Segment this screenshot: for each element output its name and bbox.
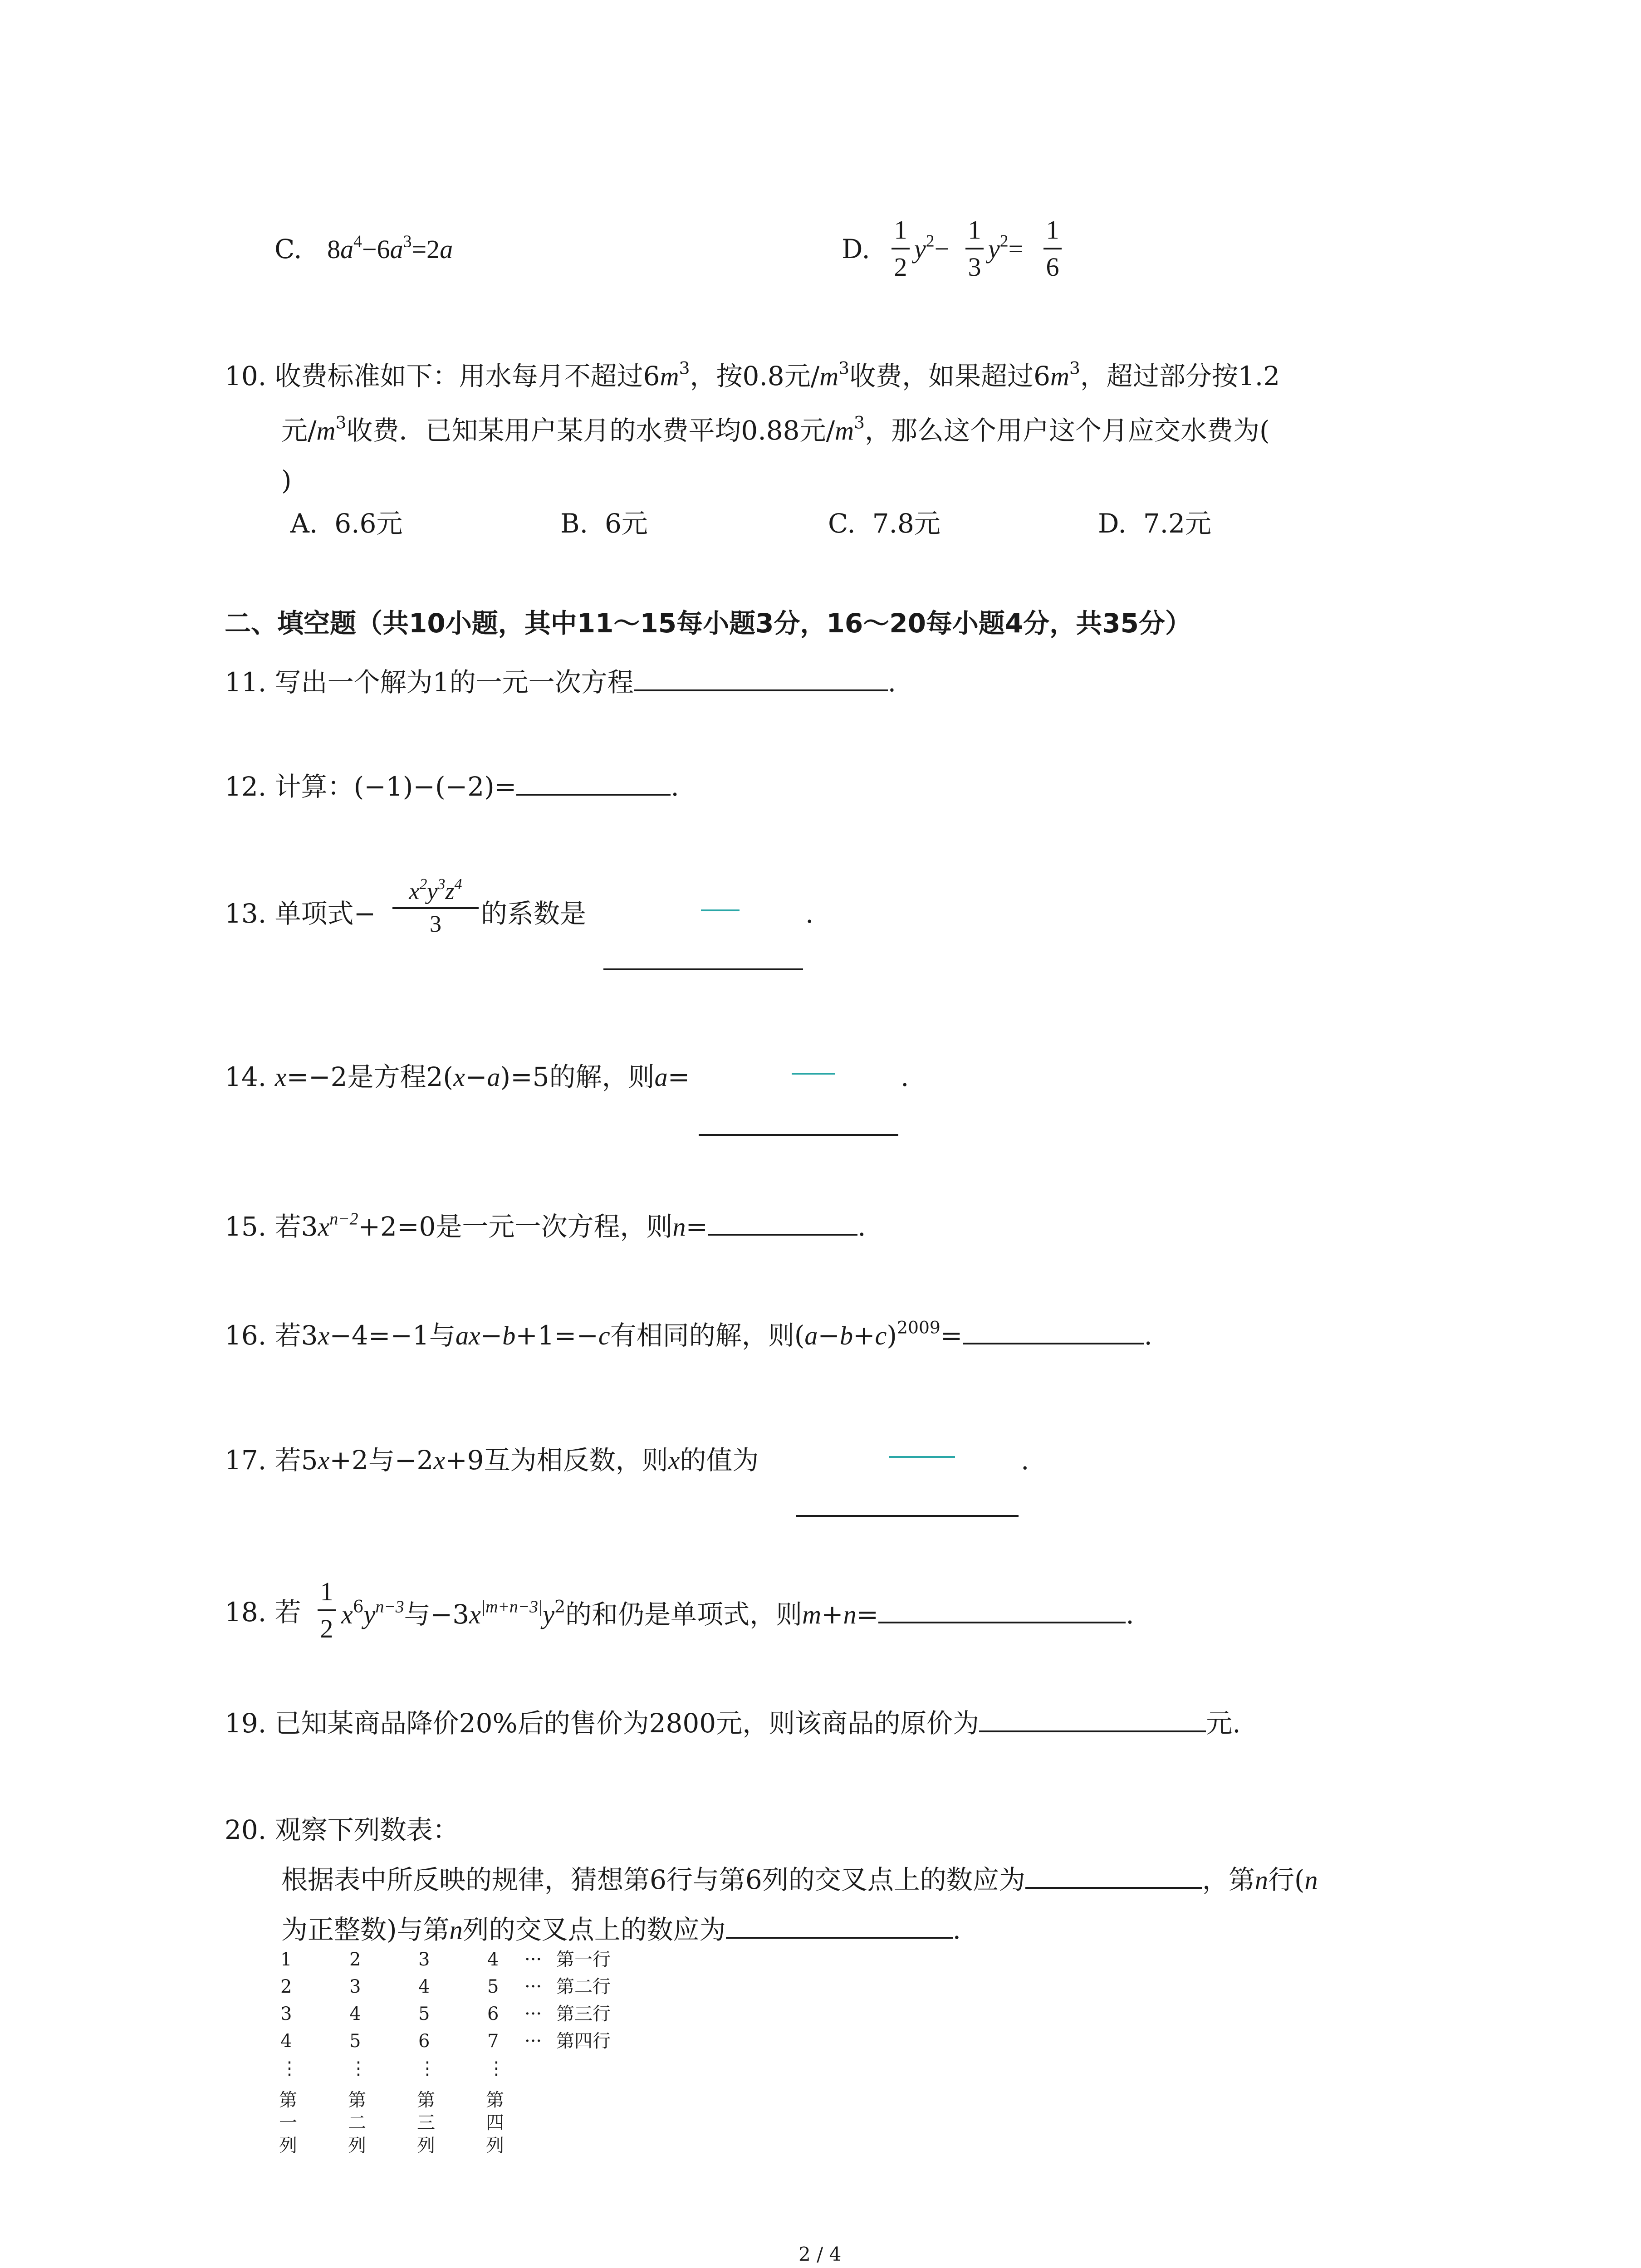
table-row: 1 2 3 4 ··· 第一行 xyxy=(280,1949,611,1970)
q14: 14. x=−2是方程2(x−a)=5的解，则a= xyxy=(225,1061,690,1092)
q9-option-c xyxy=(274,232,453,264)
page-number: 2 / 4 xyxy=(798,2243,842,2265)
q9-d-term-1: $y^2-$ xyxy=(914,231,950,264)
q13-fraction: $x^2y^3z^4$ 3 xyxy=(392,880,479,936)
answer-blank[interactable] xyxy=(979,1708,1206,1732)
answer-blank[interactable] xyxy=(796,1515,1019,1517)
answer-blank[interactable] xyxy=(699,1134,898,1136)
q9-option-d-label: D. xyxy=(842,234,870,264)
q10-option-b: B. 6元 xyxy=(560,508,648,539)
q10-option-a: A. 6.6元 xyxy=(290,508,403,539)
q18-body: $x^6y^{n-3}$与$-3x^{|m+n-3|}y^2$的和仍是单项式，则m+n= . xyxy=(341,1596,1134,1630)
q13-end: . xyxy=(805,898,814,929)
table-row: 2 3 4 5 ··· 第二行 xyxy=(280,1976,611,1997)
q10-line-2: 元$/m^3$收费．已知某用户某月的水费平均0.88元$/m^3$，那么这个用户这个月应交水费为( xyxy=(281,412,1270,446)
option-label: C. xyxy=(274,234,302,264)
q11: 11. 写出一个解为1的一元一次方程 . xyxy=(225,667,896,698)
answer-blank[interactable] xyxy=(726,1914,953,1939)
table-row: 3 4 5 6 ··· 第三行 xyxy=(280,2004,611,2024)
q20-line-1: 根据表中所反映的规律，猜想第6行与第6列的交叉点上的数应为 ，第n行(n xyxy=(281,1864,1318,1895)
q20-line-2: 为正整数)与第n列的交叉点上的数应为 . xyxy=(281,1914,961,1945)
q14-end: . xyxy=(901,1061,909,1092)
table-vdots: ⋮ ⋮ ⋮ ⋮ xyxy=(280,2058,505,2079)
answer-blank[interactable] xyxy=(1025,1864,1202,1889)
q17-end: . xyxy=(1021,1445,1029,1476)
section-heading: 二、填空题（共10小题，其中11～15每小题3分，16～20每小题4分，共35分） xyxy=(225,608,1191,639)
answer-mark xyxy=(792,1073,835,1075)
q20-title: 20. 观察下列数表： xyxy=(225,1814,459,1845)
answer-blank[interactable] xyxy=(516,771,671,796)
q18-fraction: 1 2 xyxy=(318,1579,336,1642)
q13-prefix: 13. 单项式− xyxy=(225,898,376,929)
q9-c-expression: $8a^4-6a^3=2a$ xyxy=(327,232,453,264)
answer-blank[interactable] xyxy=(708,1211,857,1236)
q9-d-term-2: $y^2=$ xyxy=(988,231,1024,264)
table-row: 4 5 6 7 ··· 第四行 xyxy=(280,2031,611,2052)
column-label: 第 四 列 xyxy=(486,2090,504,2156)
q15: 15. 若$3x^{n-2}+2=0$是一元一次方程，则n= . xyxy=(225,1209,866,1242)
q18-prefix: 18. 若 xyxy=(225,1597,301,1628)
q10-line-3: ) xyxy=(281,465,292,496)
q12: 12. 计算：(−1)−(−2)= . xyxy=(225,771,679,802)
q13-suffix: 的系数是 xyxy=(481,898,587,929)
answer-blank[interactable] xyxy=(603,968,803,970)
q10-option-d: D. 7.2元 xyxy=(1098,508,1211,539)
answer-mark xyxy=(701,909,740,911)
q16: 16. 若3x−4=−1与ax−b+1=−c有相同的解，则$(a-b+c)^{2009}=$ . xyxy=(225,1317,1152,1351)
q10-option-c: C. 7.8元 xyxy=(828,508,941,539)
answer-blank[interactable] xyxy=(963,1320,1144,1344)
column-label: 第 一 列 xyxy=(279,2090,297,2156)
q9-d-fraction-2: 1 3 xyxy=(965,217,984,280)
q10-line-1: 10. 收费标准如下：用水每月不超过$6m^3$，按0.8元$/m^3$收费，如果超过$6m^3$，超过部分按1.2 xyxy=(225,358,1280,391)
q17: 17. 若5x+2与−2x+9互为相反数，则x的值为 xyxy=(225,1445,759,1476)
column-label: 第 二 列 xyxy=(348,2090,366,2156)
answer-blank[interactable] xyxy=(878,1599,1126,1623)
q9-d-fraction-1: 1 2 xyxy=(892,217,910,280)
q9-d-fraction-3: 1 6 xyxy=(1043,217,1062,280)
answer-mark xyxy=(889,1456,955,1458)
q19: 19. 已知某商品降价20%后的售价为2800元，则该商品的原价为 元. xyxy=(225,1708,1241,1739)
column-label: 第 三 列 xyxy=(417,2090,435,2156)
answer-blank[interactable] xyxy=(634,667,888,691)
